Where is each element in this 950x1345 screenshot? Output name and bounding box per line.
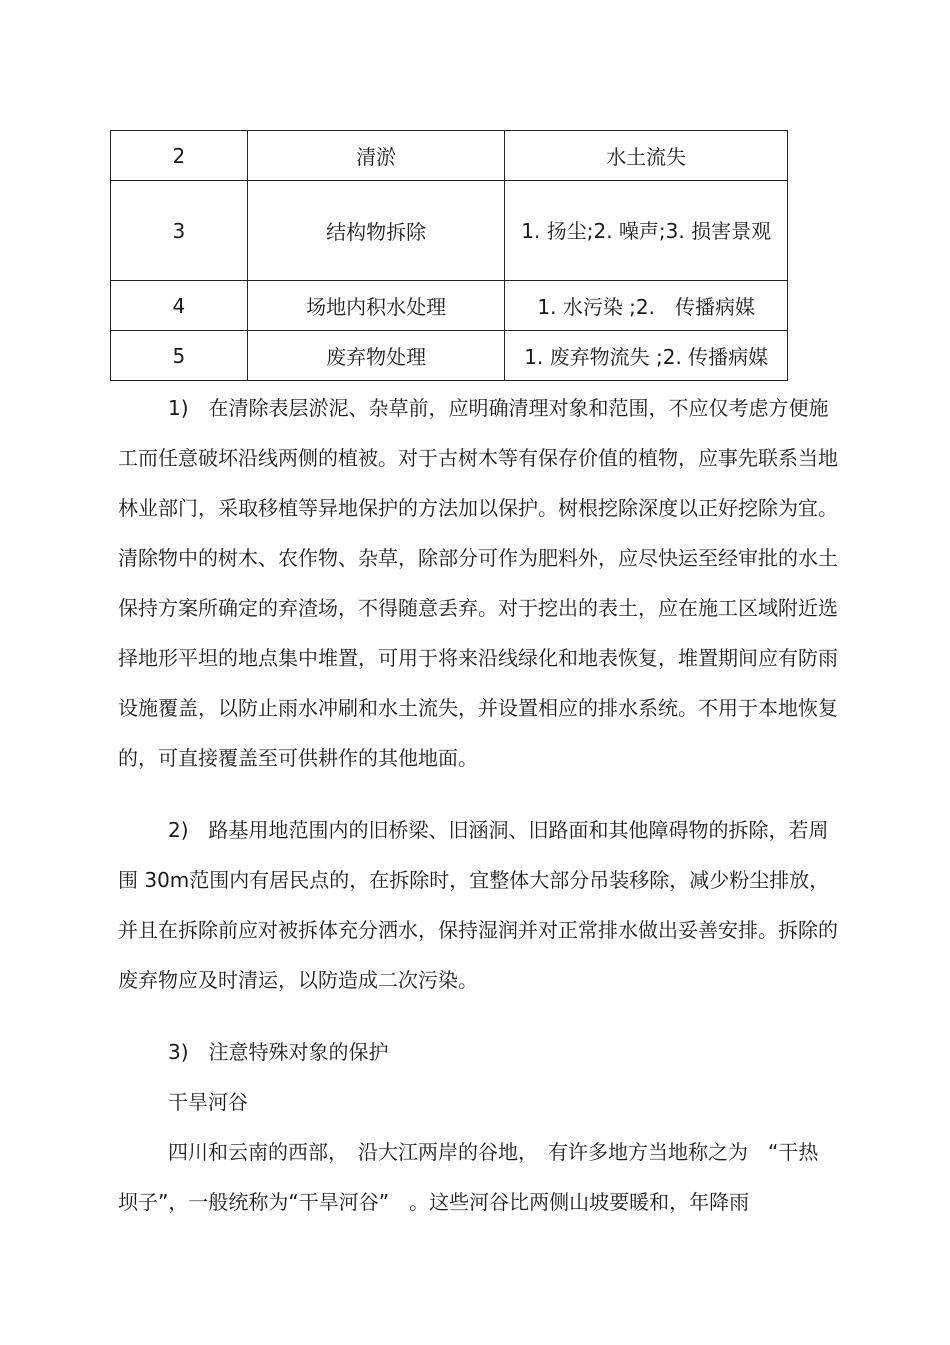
paragraph-dry-valley-heading: 干旱河谷 [168, 1090, 248, 1114]
paragraph-clearing: 1) 在清除表层淤泥、杂草前，应明确清理对象和范围，不应仅考虑方便施工而任意破坏沿线两侧的植被。对于古树木等有保存价值的植物，应事先联系当地林业部门，采取移植等异地保护的方法加以保护。树根挖除深度以正好挖除为宜。清除物中的树木、农作物、杂草，除部分可作为肥料外，应尽快运至经审批的水土保持方案所确定的弃渣场，不得随意丢弃。对于挖出的表土，应在施工区域附近选择地形平坦的地点集中堆置，可用于将来沿线绿化和地表恢复，堆置期间应有防雨设施覆盖，以防止雨水冲刷和水土流失，并设置相应的排水系统。不用于本地恢复的，可直接覆盖至可供耕作的其他地面。 [118, 396, 838, 770]
row-number: 4 [111, 281, 248, 331]
row-number: 5 [111, 331, 248, 381]
impact-cell: 1. 废弃物流失 ;2. 传播病媒 [505, 331, 788, 381]
row-number: 2 [111, 131, 248, 181]
impact-cell: 1. 水污染 ;2. 传播病媒 [505, 281, 788, 331]
table-row [111, 181, 788, 281]
row-number: 3 [111, 181, 248, 281]
activity-cell: 场地内积水处理 [247, 281, 505, 331]
activity-cell: 清淤 [247, 131, 505, 181]
activity-cell: 结构物拆除 [247, 181, 505, 281]
impact-cell: 1. 扬尘;2. 噪声;3. 损害景观 [505, 181, 788, 281]
table-row [111, 331, 788, 381]
impact-cell: 水土流失 [505, 131, 788, 181]
activity-cell: 废弃物处理 [247, 331, 505, 381]
impact-table [110, 130, 788, 381]
paragraph-demolition: 2) 路基用地范围内的旧桥梁、旧涵洞、旧路面和其他障碍物的拆除，若周围 30m范围内有居民点的，在拆除时，宜整体大部分吊装移除，减少粉尘排放，并且在拆除前应对被拆体充分洒水，保持湿润并对正常排水做出妥善安排。拆除的废弃物应及时清运，以防造成二次污染。 [118, 818, 838, 992]
paragraph-dry-valley: 四川和云南的西部， 沿大江两岸的谷地， 有许多地方当地称之为 “干热坝子”，一般统称为“干旱河谷” 。这些河谷比两侧山坡要暖和，年降雨 [118, 1140, 819, 1214]
table-row [111, 281, 788, 331]
table-row [111, 131, 788, 181]
paragraph-special-objects-heading: 3) 注意特殊对象的保护 [168, 1040, 389, 1064]
body-text [118, 383, 838, 1227]
